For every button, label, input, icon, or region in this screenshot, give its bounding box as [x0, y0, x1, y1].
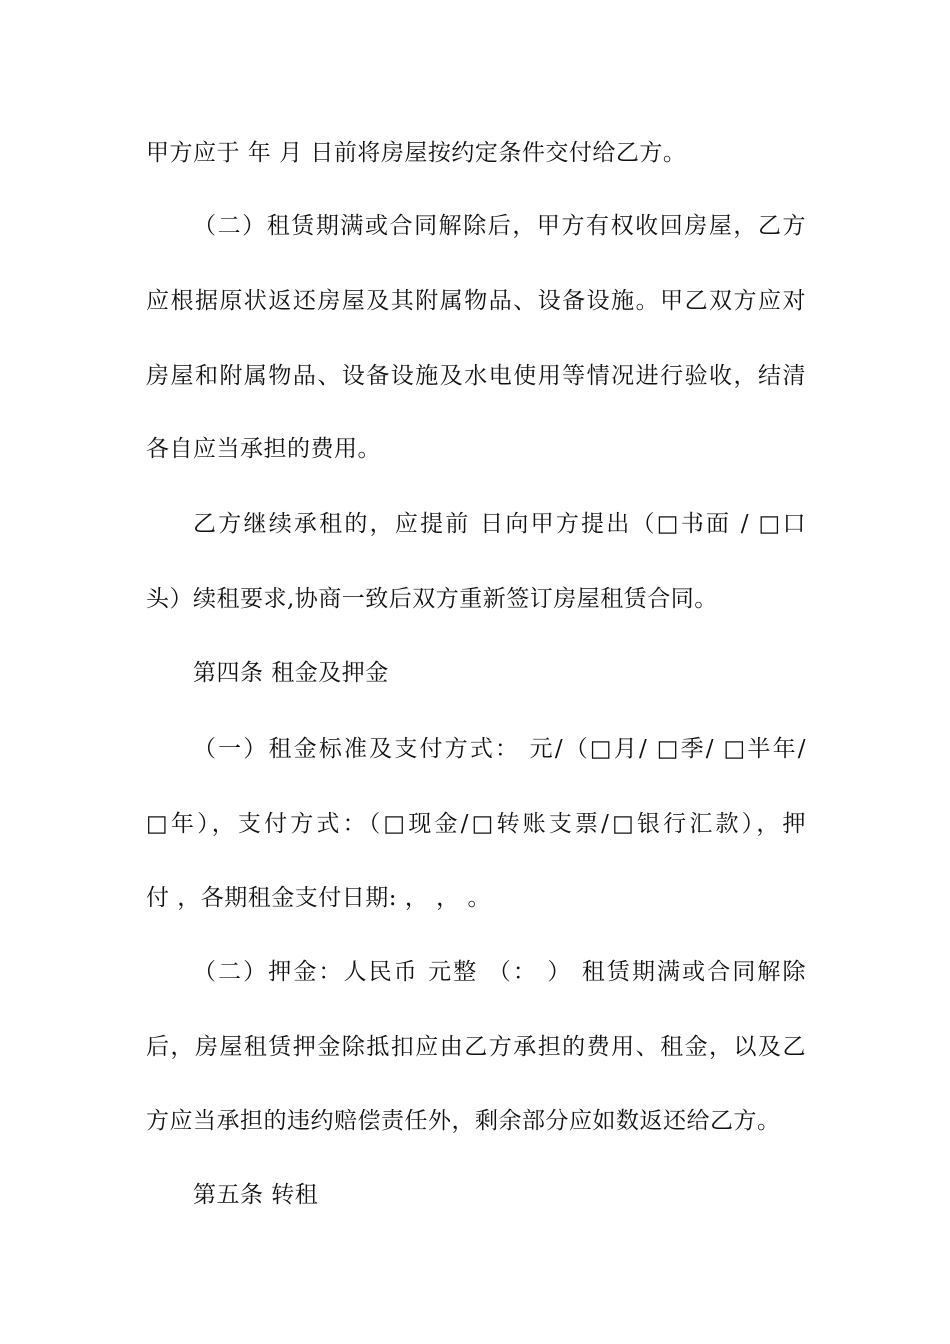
paragraph-line: 付 ，各期租金支付日期: ， ， 。 [146, 885, 491, 911]
paragraph-line: 房屋和附属物品、设备设施及水电使用等情况进行验收，结清 [146, 363, 806, 389]
paragraph-line: 后，房屋租赁押金除抵扣应由乙方承担的费用、租金，以及乙 [146, 1034, 806, 1060]
paragraph-line: 乙方继续承租的，应提前 日向甲方提出（□书面 / □口 [193, 511, 806, 537]
paragraph-line: □年），支付方式：（□现金/□转账支票/□银行汇款），押 [146, 811, 806, 837]
section-heading: 第四条 租金及押金 [193, 660, 389, 686]
paragraph-line: 头）续租要求,协商一致后双方重新签订房屋租赁合同。 [146, 586, 718, 612]
paragraph-line: 应根据原状返还房屋及其附属物品、设备设施。甲乙双方应对 [146, 288, 806, 314]
paragraph-line: （二）租赁期满或合同解除后，甲方有权收回房屋，乙方 [193, 213, 806, 239]
paragraph-line: 各自应当承担的费用。 [146, 436, 381, 462]
paragraph-line: 甲方应于 年 月 日前将房屋按约定条件交付给乙方。 [146, 140, 687, 166]
section-heading: 第五条 转租 [193, 1182, 319, 1208]
paragraph-line: （一）租金标准及支付方式： 元/（□月/ □季/ □半年/ [193, 736, 806, 762]
paragraph-line: （二）押金：人民币 元整 （： ） 租赁期满或合同解除 [193, 959, 806, 985]
paragraph-line: 方应当承担的违约赔偿责任外，剩余部分应如数返还给乙方。 [146, 1108, 781, 1134]
